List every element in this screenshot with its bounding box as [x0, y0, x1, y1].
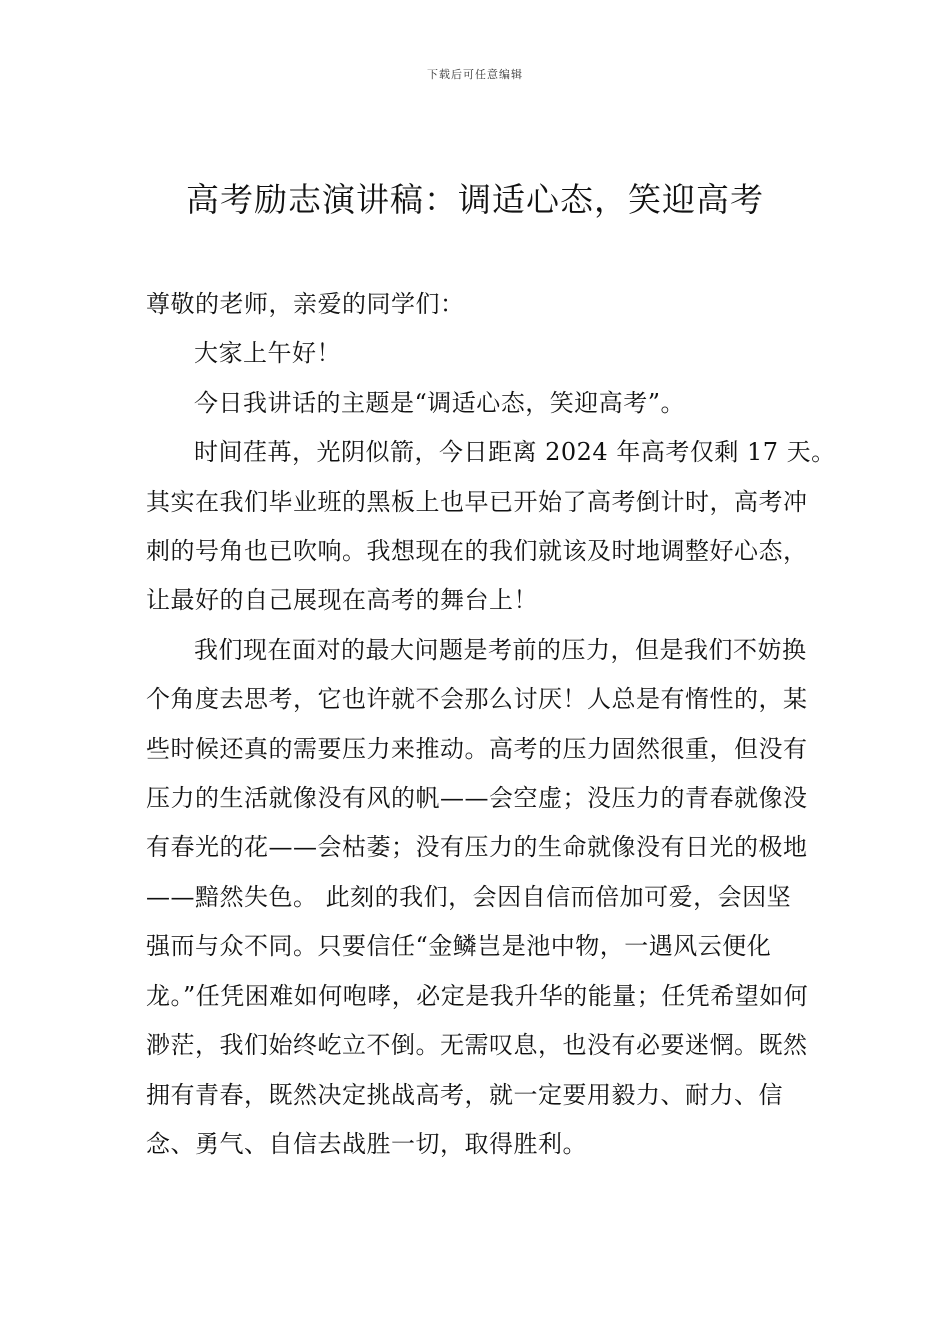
- document-title: 高考励志演讲稿：调适心态，笑迎高考: [186, 180, 764, 219]
- document-body: [146, 280, 836, 1169]
- header-note: 下载后可任意编辑: [427, 68, 523, 81]
- salutation: 尊敬的老师，亲爱的同学们：: [146, 290, 465, 318]
- time-paragraph-first-line: 时间荏苒，光阴似箭，今日距离 2024 年高考仅剩 17 天。: [194, 438, 836, 467]
- greeting-paragraph: 大家上午好！: [194, 339, 341, 368]
- time-paragraph-continuation: 其实在我们毕业班的黑板上也早已开始了高考倒计时，高考冲刺的号角也已吹响。我想现在的我们就该及时地调整好心态，让最好的自己展现在高考的舞台上！: [146, 487, 808, 615]
- pressure-paragraph: 我们现在面对的最大问题是考前的压力，但是我们不妨换个角度去思考，它也许就不会那么讨厌！人总是有惰性的，某些时候还真的需要压力来推动。高考的压力固然很重，但没有压力的生活就像没有风的帆——会空虚；没压力的青春就像没有春光的花——会枯萎；没有压力的生命就像没有日光的极地——黯然失色。 此刻的我们，会因自信而倍加可爱，会因坚强而与众不同。只要信任“金鳞岂是池中物，一遇风云便化龙。”任凭困难如何咆哮，必定是我升华的能量；任凭希望如何渺茫，我们始终屹立不倒。无需叹息，也没有必要迷惘。既然拥有青春，既然决定挑战高考，就一定要用毅力、耐力、信念、勇气、自信去战胜一切，取得胜利。: [146, 635, 809, 1158]
- topic-paragraph: 今日我讲话的主题是“调适心态，笑迎高考”。: [194, 388, 686, 417]
